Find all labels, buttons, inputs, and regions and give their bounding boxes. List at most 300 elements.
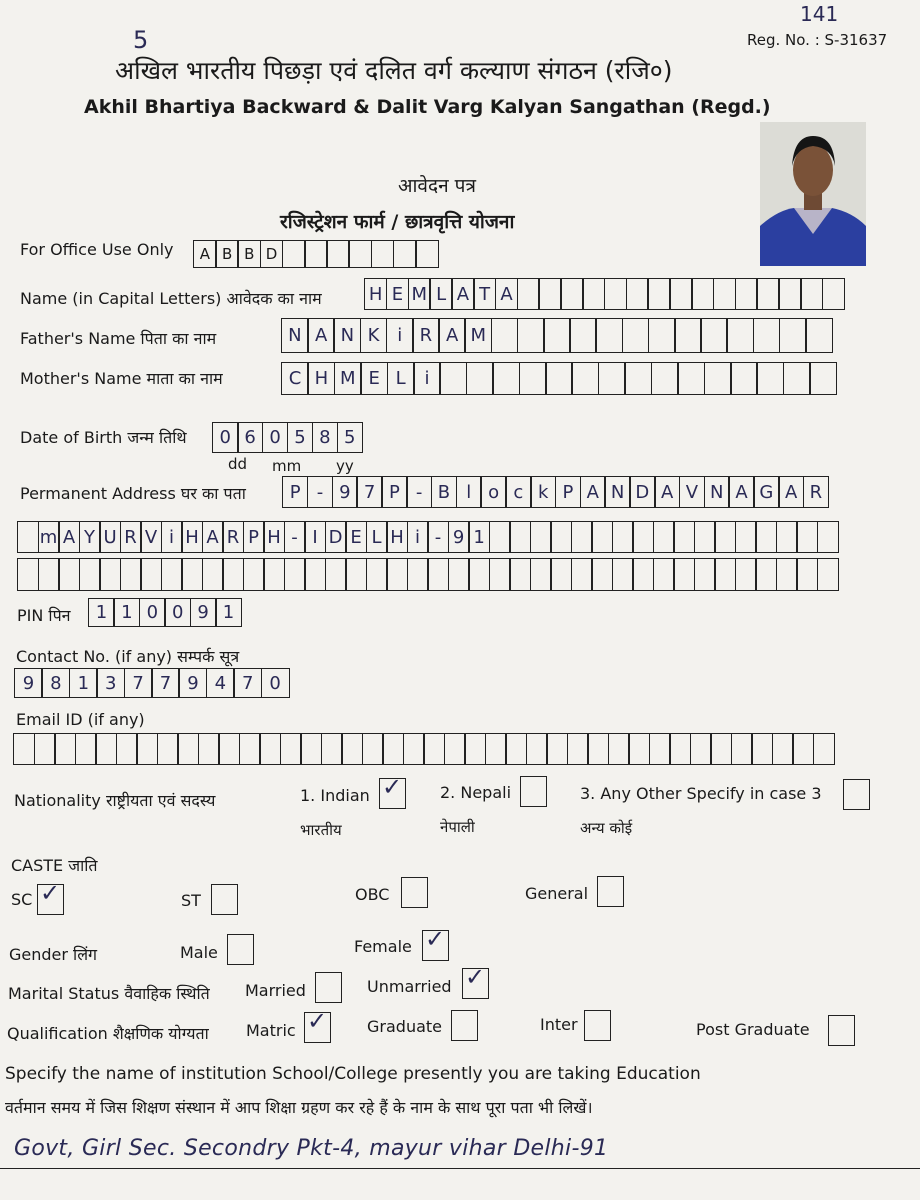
char-box[interactable]: 9: [14, 668, 43, 698]
char-box[interactable]: 9: [178, 668, 207, 698]
char-box[interactable]: 1: [69, 668, 98, 698]
char-box[interactable]: 7: [233, 668, 262, 698]
nationality-nepali-hindi: नेपाली: [440, 818, 475, 836]
char-box[interactable]: 7: [356, 476, 382, 508]
char-box[interactable]: H: [181, 521, 203, 553]
char-box[interactable]: [382, 733, 404, 765]
char-box[interactable]: N: [333, 318, 361, 353]
char-box[interactable]: [259, 733, 281, 765]
contact-label: Contact No. (if any) सम्पर्क सूत्र: [16, 647, 240, 666]
char-box[interactable]: [690, 733, 712, 765]
qualification-graduate-checkbox[interactable]: [451, 1010, 478, 1041]
char-box[interactable]: R: [222, 521, 244, 553]
char-box[interactable]: [448, 558, 470, 591]
check-mark-icon: ✓: [382, 773, 403, 801]
char-box[interactable]: [800, 278, 823, 310]
char-box[interactable]: [730, 362, 758, 395]
char-box[interactable]: 3: [96, 668, 125, 698]
dob-yy: yy: [336, 457, 354, 475]
char-box[interactable]: [571, 521, 593, 553]
char-box[interactable]: [624, 362, 652, 395]
caste-label: CASTE जाति: [11, 856, 98, 875]
char-box[interactable]: H: [386, 521, 408, 553]
char-box[interactable]: [181, 558, 203, 591]
char-box[interactable]: D: [260, 240, 284, 268]
char-box[interactable]: [714, 558, 736, 591]
char-box[interactable]: [321, 733, 343, 765]
char-box[interactable]: [54, 733, 76, 765]
char-box[interactable]: [649, 733, 671, 765]
char-box[interactable]: [772, 733, 794, 765]
char-box[interactable]: [371, 240, 395, 268]
char-box[interactable]: [612, 558, 634, 591]
corner-mark: 5: [133, 26, 149, 54]
marital-unmarried-checkbox[interactable]: [462, 963, 489, 999]
char-box[interactable]: [632, 521, 654, 553]
char-box[interactable]: [653, 521, 675, 553]
char-box[interactable]: [263, 558, 285, 591]
char-box[interactable]: [393, 240, 417, 268]
char-box[interactable]: [304, 558, 326, 591]
char-box[interactable]: i: [386, 318, 414, 353]
char-box[interactable]: M: [408, 278, 431, 310]
char-box[interactable]: [546, 733, 568, 765]
address-line-3[interactable]: [17, 558, 837, 591]
qualification-matric-label: Matric: [246, 1021, 296, 1040]
char-box[interactable]: T: [473, 278, 496, 310]
char-box[interactable]: P: [282, 476, 308, 508]
char-box[interactable]: [651, 362, 679, 395]
char-box[interactable]: [714, 521, 736, 553]
father-name-label: Father's Name पिता का नाम: [20, 329, 217, 348]
char-box[interactable]: A: [580, 476, 606, 508]
char-box[interactable]: 7: [151, 668, 180, 698]
title-english: Akhil Bhartiya Backward & Dalit Varg Kalyan Sangathan (Regd.): [84, 96, 771, 118]
char-box[interactable]: P: [381, 476, 407, 508]
caste-sc-checkbox[interactable]: [37, 879, 64, 915]
address-line-1[interactable]: [282, 476, 828, 508]
char-box[interactable]: [485, 733, 507, 765]
char-box[interactable]: [75, 733, 97, 765]
char-box[interactable]: [608, 733, 630, 765]
qualification-inter-checkbox[interactable]: [584, 1010, 611, 1041]
char-box[interactable]: R: [803, 476, 829, 508]
char-box[interactable]: A: [307, 318, 335, 353]
caste-general-label: General: [525, 884, 589, 903]
char-box[interactable]: [809, 362, 837, 395]
char-box[interactable]: [677, 362, 705, 395]
institution-value[interactable]: Govt, Girl Sec. Secondry Pkt-4, mayur vihar Delhi-91: [14, 1136, 609, 1161]
char-box[interactable]: [161, 558, 183, 591]
char-box[interactable]: [543, 318, 571, 353]
char-box[interactable]: 6: [237, 422, 264, 453]
char-box[interactable]: [776, 558, 798, 591]
char-box[interactable]: H: [364, 278, 387, 310]
char-box[interactable]: c: [505, 476, 531, 508]
char-box[interactable]: [239, 733, 261, 765]
char-box[interactable]: [756, 278, 779, 310]
char-box[interactable]: [348, 240, 372, 268]
char-box[interactable]: [783, 362, 811, 395]
char-box[interactable]: [403, 733, 425, 765]
char-box[interactable]: [282, 240, 306, 268]
char-box[interactable]: M: [334, 362, 362, 395]
char-box[interactable]: [326, 240, 350, 268]
char-box[interactable]: [647, 278, 670, 310]
char-box[interactable]: [595, 318, 623, 353]
char-box[interactable]: 1: [215, 598, 242, 627]
char-box[interactable]: [560, 278, 583, 310]
char-box[interactable]: [598, 362, 626, 395]
char-box[interactable]: [710, 733, 732, 765]
char-box[interactable]: [571, 362, 599, 395]
char-box[interactable]: 0: [262, 422, 289, 453]
char-box[interactable]: 7: [124, 668, 153, 698]
char-box[interactable]: l: [456, 476, 482, 508]
char-box[interactable]: [492, 362, 520, 395]
char-box[interactable]: [751, 733, 773, 765]
char-box[interactable]: V: [140, 521, 162, 553]
char-box[interactable]: Y: [79, 521, 101, 553]
char-box[interactable]: o: [480, 476, 506, 508]
char-box[interactable]: [778, 278, 801, 310]
char-box[interactable]: [628, 733, 650, 765]
char-box[interactable]: [530, 558, 552, 591]
char-box[interactable]: [386, 558, 408, 591]
char-box[interactable]: A: [451, 278, 474, 310]
caste-obc-label: OBC: [355, 885, 390, 904]
char-box[interactable]: [415, 240, 439, 268]
char-box[interactable]: A: [58, 521, 80, 553]
char-box[interactable]: [817, 558, 839, 591]
char-box[interactable]: [776, 521, 798, 553]
char-box[interactable]: 5: [337, 422, 364, 453]
char-box[interactable]: B: [215, 240, 239, 268]
char-box[interactable]: [505, 733, 527, 765]
char-box[interactable]: [792, 733, 814, 765]
nationality-other-label: 3. Any Other Specify in case 3: [580, 784, 822, 803]
title-hindi: अखिल भारतीय पिछड़ा एवं दलित वर्ग कल्याण संगठन (रजि०): [115, 56, 673, 85]
char-box[interactable]: [538, 278, 561, 310]
char-box[interactable]: [726, 318, 754, 353]
char-box[interactable]: [280, 733, 302, 765]
nationality-nepali-label: 2. Nepali: [440, 783, 512, 802]
char-box[interactable]: [489, 521, 511, 553]
char-box[interactable]: [177, 733, 199, 765]
char-box[interactable]: 0: [212, 422, 239, 453]
char-box[interactable]: [700, 318, 728, 353]
char-box[interactable]: [304, 240, 328, 268]
char-box[interactable]: [653, 558, 675, 591]
char-box[interactable]: [464, 733, 486, 765]
char-box[interactable]: [427, 558, 449, 591]
char-box[interactable]: [38, 558, 60, 591]
char-box[interactable]: [796, 521, 818, 553]
father-name-boxes[interactable]: [281, 318, 831, 353]
char-box[interactable]: [735, 278, 758, 310]
char-box[interactable]: [526, 733, 548, 765]
char-box[interactable]: [691, 278, 714, 310]
check-mark-icon: ✓: [425, 925, 446, 953]
char-box[interactable]: U: [99, 521, 121, 553]
char-box[interactable]: D: [629, 476, 655, 508]
char-box[interactable]: [202, 558, 224, 591]
char-box[interactable]: [626, 278, 649, 310]
check-mark-icon: ✓: [40, 879, 61, 907]
char-box[interactable]: H: [263, 521, 285, 553]
address-line-2[interactable]: [17, 521, 837, 553]
char-box[interactable]: A: [438, 318, 466, 353]
char-box[interactable]: [550, 558, 572, 591]
char-box[interactable]: [569, 318, 597, 353]
char-box[interactable]: [669, 278, 692, 310]
char-box[interactable]: [99, 558, 121, 591]
char-box[interactable]: [674, 318, 702, 353]
char-box[interactable]: R: [120, 521, 142, 553]
subtitle-registration: रजिस्ट्रेशन फार्म / छात्रवृत्ति योजना: [280, 211, 515, 233]
char-box[interactable]: [567, 733, 589, 765]
caste-sc-label: SC: [11, 890, 33, 909]
char-box[interactable]: [444, 733, 466, 765]
char-box[interactable]: [13, 733, 35, 765]
char-box[interactable]: [517, 318, 545, 353]
reg-number: Reg. No. : S-31637: [747, 31, 888, 49]
char-box[interactable]: N: [704, 476, 730, 508]
char-box[interactable]: [822, 278, 845, 310]
contact-boxes[interactable]: [14, 668, 288, 698]
char-box[interactable]: K: [360, 318, 388, 353]
char-box[interactable]: [673, 558, 695, 591]
char-box[interactable]: [284, 558, 306, 591]
char-box[interactable]: 0: [261, 668, 290, 698]
applicant-photo: [760, 122, 866, 266]
char-box[interactable]: [713, 278, 736, 310]
char-box[interactable]: A: [654, 476, 680, 508]
gender-label: Gender लिंग: [9, 945, 98, 964]
char-box[interactable]: [755, 521, 777, 553]
char-box[interactable]: [468, 558, 490, 591]
char-box[interactable]: [491, 318, 519, 353]
char-box[interactable]: [669, 733, 691, 765]
char-box[interactable]: 4: [206, 668, 235, 698]
char-box[interactable]: [550, 521, 572, 553]
char-box[interactable]: M: [464, 318, 492, 353]
char-box[interactable]: [34, 733, 56, 765]
name-label: Name (in Capital Letters) आवेदक का नाम: [20, 289, 322, 308]
char-box[interactable]: [591, 558, 613, 591]
char-box[interactable]: L: [366, 521, 388, 553]
char-box[interactable]: [731, 733, 753, 765]
char-box[interactable]: i: [161, 521, 183, 553]
char-box[interactable]: C: [281, 362, 309, 395]
nationality-indian-label: 1. Indian: [300, 786, 370, 805]
qualification-graduate-label: Graduate: [367, 1017, 442, 1036]
char-box[interactable]: [694, 521, 716, 553]
char-box[interactable]: V: [679, 476, 705, 508]
name-boxes[interactable]: [364, 278, 844, 310]
pin-boxes[interactable]: [88, 598, 240, 627]
char-box[interactable]: [582, 278, 605, 310]
char-box[interactable]: -: [284, 521, 306, 553]
char-box[interactable]: [341, 733, 363, 765]
qualification-post-graduate-checkbox[interactable]: [828, 1015, 855, 1046]
char-box[interactable]: A: [193, 240, 217, 268]
char-box[interactable]: [694, 558, 716, 591]
char-box[interactable]: [466, 362, 494, 395]
char-box[interactable]: B: [237, 240, 261, 268]
char-box[interactable]: R: [412, 318, 440, 353]
char-box[interactable]: [517, 278, 540, 310]
nationality-label: Nationality राष्ट्रीयता एवं सदस्य: [14, 791, 216, 810]
gender-male-label: Male: [180, 943, 218, 962]
char-box[interactable]: [325, 558, 347, 591]
mother-name-label: Mother's Name माता का नाम: [20, 369, 223, 388]
char-box[interactable]: 8: [312, 422, 339, 453]
qualification-matric-checkbox[interactable]: [304, 1007, 331, 1043]
char-box[interactable]: [587, 733, 609, 765]
char-box[interactable]: A: [728, 476, 754, 508]
char-box[interactable]: [612, 521, 634, 553]
char-box[interactable]: [489, 558, 511, 591]
char-box[interactable]: [362, 733, 384, 765]
char-box[interactable]: H: [307, 362, 335, 395]
char-box[interactable]: I: [304, 521, 326, 553]
char-box[interactable]: [17, 558, 39, 591]
char-box[interactable]: 1: [88, 598, 115, 627]
char-box[interactable]: k: [530, 476, 556, 508]
char-box[interactable]: [591, 521, 613, 553]
char-box[interactable]: [519, 362, 547, 395]
char-box[interactable]: A: [202, 521, 224, 553]
char-box[interactable]: [120, 558, 142, 591]
char-box[interactable]: [345, 558, 367, 591]
char-box[interactable]: [116, 733, 138, 765]
marital-unmarried-label: Unmarried: [367, 977, 452, 996]
char-box[interactable]: [140, 558, 162, 591]
char-box[interactable]: E: [360, 362, 388, 395]
char-box[interactable]: [79, 558, 101, 591]
char-box[interactable]: [779, 318, 807, 353]
nationality-indian-checkbox[interactable]: [379, 773, 406, 809]
mother-name-boxes[interactable]: [281, 362, 836, 395]
char-box[interactable]: [222, 558, 244, 591]
char-box[interactable]: [439, 362, 467, 395]
char-box[interactable]: [673, 521, 695, 553]
char-box[interactable]: [571, 558, 593, 591]
char-box[interactable]: [755, 558, 777, 591]
char-box[interactable]: [704, 362, 732, 395]
char-box[interactable]: 9: [332, 476, 358, 508]
char-box[interactable]: 8: [41, 668, 70, 698]
dob-boxes[interactable]: [212, 422, 361, 453]
char-box[interactable]: [632, 558, 654, 591]
email-boxes[interactable]: [13, 733, 833, 765]
char-box[interactable]: [300, 733, 322, 765]
char-box[interactable]: D: [325, 521, 347, 553]
char-box[interactable]: 5: [287, 422, 314, 453]
char-box[interactable]: [817, 521, 839, 553]
caste-st-checkbox[interactable]: [211, 884, 238, 915]
char-box[interactable]: [218, 733, 240, 765]
institution-underline: [0, 1168, 920, 1169]
caste-obc-checkbox[interactable]: [401, 877, 428, 908]
check-mark-icon: ✓: [307, 1007, 328, 1035]
caste-general-checkbox[interactable]: [597, 876, 624, 907]
char-box[interactable]: [157, 733, 179, 765]
qualification-label: Qualification शैक्षणिक योग्यता: [7, 1024, 209, 1043]
char-box[interactable]: 1: [468, 521, 490, 553]
char-box[interactable]: [136, 733, 158, 765]
char-box[interactable]: [198, 733, 220, 765]
char-box[interactable]: [622, 318, 650, 353]
char-box[interactable]: A: [495, 278, 518, 310]
char-box[interactable]: 9: [190, 598, 217, 627]
char-box[interactable]: P: [555, 476, 581, 508]
gender-female-checkbox[interactable]: [422, 925, 449, 961]
subtitle-application: आवेदन पत्र: [398, 175, 476, 197]
char-box[interactable]: [407, 558, 429, 591]
char-box[interactable]: [530, 521, 552, 553]
char-box[interactable]: [58, 558, 80, 591]
char-box[interactable]: E: [386, 278, 409, 310]
nationality-other-hindi: अन्य कोई: [580, 819, 633, 837]
char-box[interactable]: m: [38, 521, 60, 553]
char-box[interactable]: [509, 521, 531, 553]
char-box[interactable]: L: [387, 362, 415, 395]
char-box[interactable]: -: [406, 476, 432, 508]
char-box[interactable]: 0: [164, 598, 191, 627]
char-box[interactable]: -: [427, 521, 449, 553]
char-box[interactable]: [243, 558, 265, 591]
char-box[interactable]: G: [753, 476, 779, 508]
marital-married-checkbox[interactable]: [315, 972, 342, 1003]
nationality-other-checkbox[interactable]: [843, 779, 870, 810]
char-box[interactable]: i: [407, 521, 429, 553]
nationality-nepali-checkbox[interactable]: [520, 776, 547, 807]
char-box[interactable]: 1: [113, 598, 140, 627]
char-box[interactable]: [545, 362, 573, 395]
char-box[interactable]: 9: [448, 521, 470, 553]
char-box[interactable]: [423, 733, 445, 765]
char-box[interactable]: L: [429, 278, 452, 310]
char-box[interactable]: [805, 318, 833, 353]
char-box[interactable]: 0: [139, 598, 166, 627]
char-box[interactable]: N: [281, 318, 309, 353]
char-box[interactable]: [648, 318, 676, 353]
char-box[interactable]: P: [243, 521, 265, 553]
char-box[interactable]: [366, 558, 388, 591]
char-box[interactable]: [509, 558, 531, 591]
institution-label-english: Specify the name of institution School/College presently you are taking Education: [5, 1064, 701, 1084]
char-box[interactable]: [796, 558, 818, 591]
char-box[interactable]: [735, 521, 757, 553]
char-box[interactable]: [756, 362, 784, 395]
char-box[interactable]: A: [778, 476, 804, 508]
char-box[interactable]: [813, 733, 835, 765]
char-box[interactable]: i: [413, 362, 441, 395]
char-box[interactable]: [604, 278, 627, 310]
char-box[interactable]: N: [604, 476, 630, 508]
char-box[interactable]: [17, 521, 39, 553]
char-box[interactable]: [753, 318, 781, 353]
gender-male-checkbox[interactable]: [227, 934, 254, 965]
char-box[interactable]: E: [345, 521, 367, 553]
char-box[interactable]: [735, 558, 757, 591]
char-box[interactable]: [95, 733, 117, 765]
char-box[interactable]: -: [307, 476, 333, 508]
char-box[interactable]: B: [431, 476, 457, 508]
caste-st-label: ST: [181, 891, 201, 910]
